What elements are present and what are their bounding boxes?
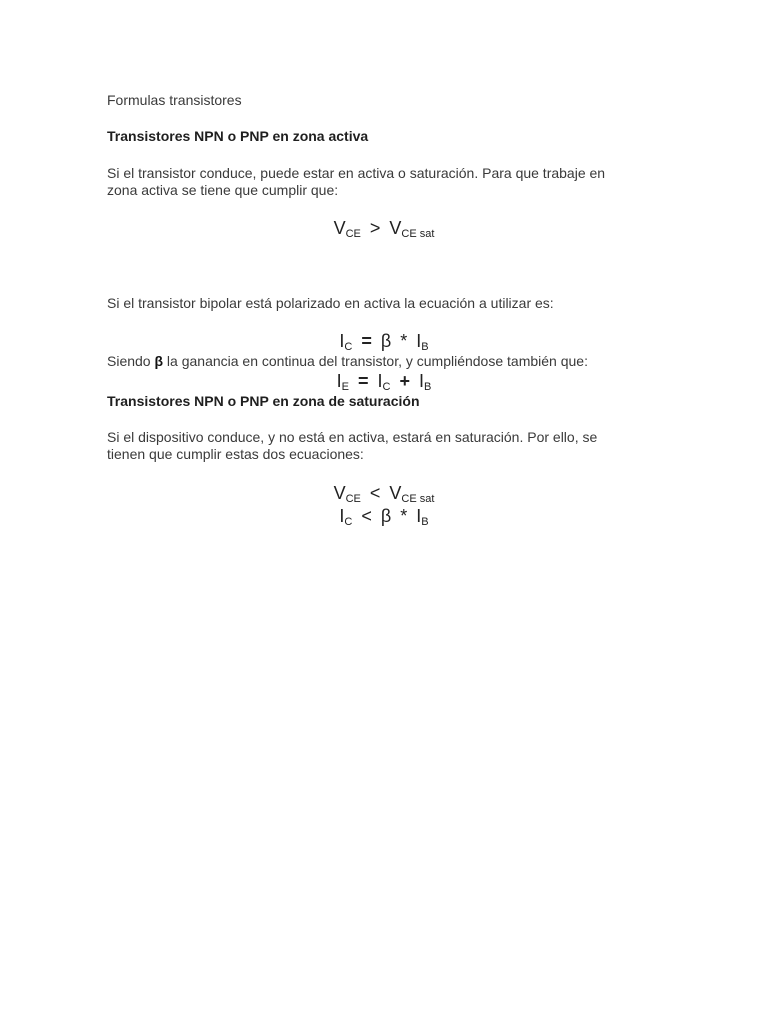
- paragraph-active-line2: zona activa se tiene que cumplir que:: [107, 182, 339, 198]
- formula-symbol: I: [339, 331, 345, 351]
- formula-symbol: I: [336, 371, 342, 391]
- formula-symbol: V: [333, 218, 346, 238]
- formula-subscript: C: [382, 381, 391, 393]
- formula-symbol: I: [339, 506, 345, 526]
- formula-ic-beta-ib: [0, 331, 768, 352]
- formula-subscript: CE: [345, 493, 361, 505]
- paragraph-bipolar: Si el transistor bipolar está polarizado en activa la ecuación a utilizar es:: [107, 295, 554, 311]
- formula-subscript: B: [424, 381, 432, 393]
- section-heading-active: Transistores NPN o PNP en zona activa: [107, 128, 369, 144]
- formula-ic-less: [0, 506, 768, 527]
- formula-subscript: C: [344, 341, 353, 353]
- formula-symbol: I: [416, 506, 422, 526]
- formula-vce-less: [0, 483, 768, 504]
- formula-subscript: E: [341, 381, 349, 393]
- document-title: Formulas transistores: [107, 92, 242, 108]
- paragraph-beta-definition: [107, 353, 588, 370]
- formula-symbol: I: [377, 371, 383, 391]
- formula-symbol: I: [416, 331, 422, 351]
- formula-subscript: CE sat: [401, 228, 435, 240]
- formula-operator: *: [400, 331, 408, 351]
- formula-symbol: β: [380, 506, 392, 526]
- formula-operator: >: [369, 218, 381, 238]
- formula-subscript: CE sat: [401, 493, 435, 505]
- paragraph-text: Siendo: [107, 353, 155, 369]
- paragraph-active-line1: Si el transistor conduce, puede estar en activa o saturación. Para que trabaje en: [107, 165, 606, 181]
- formula-operator: =: [361, 331, 372, 351]
- formula-subscript: C: [344, 516, 353, 528]
- formula-vce-greater: [0, 218, 768, 239]
- formula-subscript: B: [421, 516, 429, 528]
- paragraph-saturation-line1: Si el dispositivo conduce, y no está en activa, estará en saturación. Por ello, se: [107, 429, 598, 445]
- formula-subscript: B: [421, 341, 429, 353]
- formula-ie-sum: [0, 371, 768, 392]
- section-heading-saturation: Transistores NPN o PNP en zona de saturación: [107, 393, 420, 409]
- formula-symbol: V: [333, 483, 346, 503]
- paragraph-saturation-line2: tienen que cumplir estas dos ecuaciones:: [107, 446, 364, 462]
- formula-operator: <: [361, 506, 372, 526]
- formula-operator: <: [369, 483, 381, 503]
- formula-operator: +: [399, 371, 411, 391]
- formula-symbol: V: [389, 218, 402, 238]
- formula-subscript: CE: [345, 228, 361, 240]
- formula-operator: *: [400, 506, 408, 526]
- formula-symbol: V: [389, 483, 402, 503]
- formula-symbol: β: [380, 331, 392, 351]
- paragraph-text: la ganancia en continua del transistor, y cumpliéndose también que:: [163, 353, 588, 369]
- formula-operator: =: [357, 371, 369, 391]
- beta-symbol: β: [154, 353, 164, 369]
- formula-symbol: I: [419, 371, 425, 391]
